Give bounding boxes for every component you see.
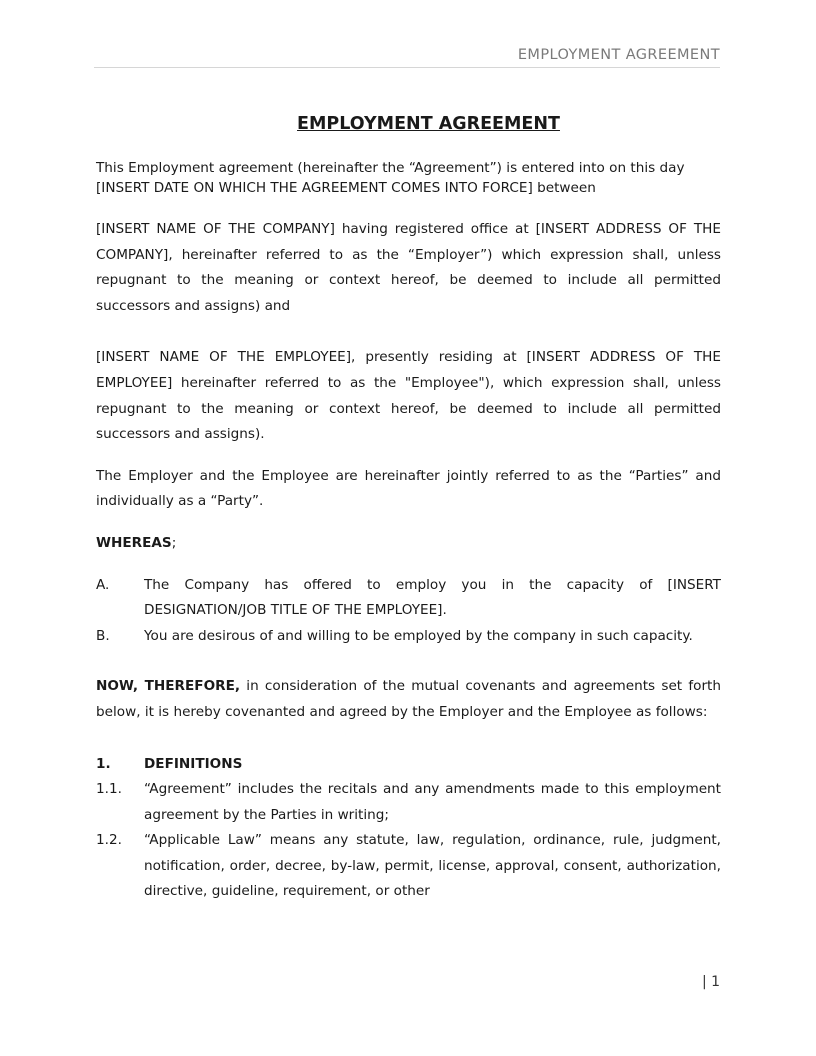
page-number: | 1 [702, 974, 721, 990]
parties-definition-paragraph: The Employer and the Employee are hereinafter jointly referred to as the “Parties” and individually as a “Party”. [96, 467, 721, 510]
clause-text: “Agreement” includes the recitals and any amendments made to this employment agreement by the Parties in writing; [144, 781, 721, 823]
section-number: 1. [96, 755, 111, 772]
clause-text: “Applicable Law” means any statute, law, regulation, ordinance, rule, judgment, notification, order, decree, by-law, permit, license, approval, consent, authorization, directive, guideline, requirement, or other [144, 832, 721, 900]
document-body [96, 114, 721, 905]
running-header: EMPLOYMENT AGREEMENT [94, 47, 720, 68]
section-title: DEFINITIONS [144, 755, 243, 772]
now-therefore-paragraph [96, 674, 721, 725]
clause-number: 1.2. [96, 832, 122, 849]
recital-item [96, 573, 721, 624]
now-therefore-text: in consideration of the mutual covenants and agreements set forth below, it is hereby covenanted and agreed by the Employer and the Employee as follows: [96, 678, 721, 720]
party-employee-paragraph: [INSERT NAME OF THE EMPLOYEE], presently residing at [INSERT ADDRESS OF THE EMPLOYEE] hereinafter referred to as the "Employee"), which expression shall, unless repugnant to the meaning or context hereof, be deemed to include all permitted successors and assigns). [96, 349, 721, 443]
document-title: EMPLOYMENT AGREEMENT [297, 114, 560, 134]
now-therefore-label: NOW, THEREFORE, [96, 678, 241, 695]
party-company-paragraph: [INSERT NAME OF THE COMPANY] having registered office at [INSERT ADDRESS OF THE COMPANY], hereinafter referred to as the “Employer”) which expression shall, unless repugnant to the meaning or context hereof, be deemed to include all permitted successors and assigns) and [96, 221, 721, 314]
recital-item [96, 624, 721, 650]
intro-paragraph: This Employment agreement (hereinafter the “Agreement”) is entered into on this day [INSERT DATE ON WHICH THE AGREEMENT COMES INTO FORCE] between [96, 160, 685, 196]
section-heading [96, 752, 721, 778]
whereas-punct: ; [171, 534, 177, 551]
recital-label: B. [96, 627, 110, 644]
whereas-label: WHEREAS [96, 534, 172, 551]
recital-label: A. [96, 576, 110, 593]
recital-text: You are desirous of and willing to be employed by the company in such capacity. [144, 627, 693, 644]
whereas-heading [96, 531, 721, 557]
clause-item [96, 777, 721, 828]
recital-text: The Company has offered to employ you in the capacity of [INSERT DESIGNATION/JOB TITLE OF THE EMPLOYEE]. [144, 576, 721, 619]
clause-item [96, 828, 721, 905]
section-definitions [96, 752, 721, 906]
clause-number: 1.1. [96, 781, 122, 798]
recitals-list [96, 573, 721, 650]
